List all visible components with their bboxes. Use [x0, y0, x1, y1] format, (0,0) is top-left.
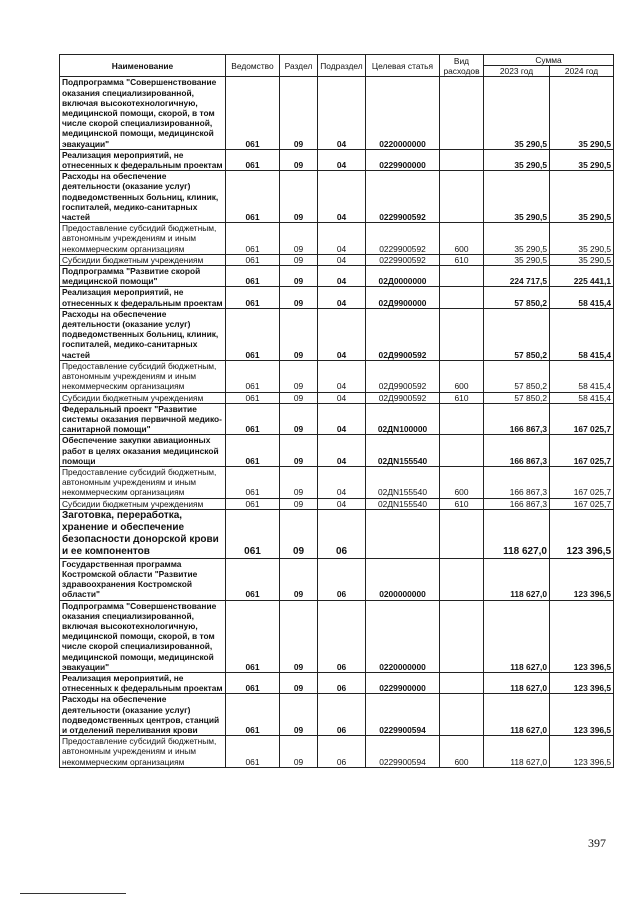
row-sum-2023: 57 850,2: [484, 392, 550, 403]
table-row: [60, 77, 614, 149]
row-sum-2024: 58 415,4: [550, 287, 614, 308]
table-row: [60, 435, 614, 467]
row-section: 09: [280, 435, 318, 467]
row-name: Федеральный проект "Развитие системы оказания первичной медико-санитарной помощи": [60, 403, 226, 435]
row-sum-2024: 225 441,1: [550, 266, 614, 287]
row-sum-2024: 167 025,7: [550, 403, 614, 435]
header-sum: Сумма: [484, 55, 614, 66]
row-target: 02Д9900000: [366, 287, 440, 308]
row-sum-2023: 118 627,0: [484, 558, 550, 600]
row-sum-2023: 166 867,3: [484, 498, 550, 509]
row-name: Предоставление субсидий бюджетным, автономным учреждениям и иным некоммерческим организациям: [60, 736, 226, 768]
row-name: Реализация мероприятий, не отнесенных к федеральным проектам: [60, 149, 226, 170]
row-exptype: [440, 149, 484, 170]
row-dept: 061: [226, 223, 280, 255]
table-row: [60, 558, 614, 600]
table-row: [60, 149, 614, 170]
row-target: 0200000000: [366, 558, 440, 600]
row-target: [366, 509, 440, 558]
table-row: [60, 466, 614, 498]
row-target: 0229900592: [366, 171, 440, 223]
row-target: 02ДN100000: [366, 403, 440, 435]
row-section: 09: [280, 149, 318, 170]
row-target: 0229900594: [366, 694, 440, 736]
row-exptype: 600: [440, 466, 484, 498]
row-sum-2023: 166 867,3: [484, 403, 550, 435]
row-target: 02Д9900592: [366, 360, 440, 392]
row-exptype: [440, 171, 484, 223]
row-dept: 061: [226, 466, 280, 498]
table-row: [60, 360, 614, 392]
row-dept: 061: [226, 672, 280, 693]
row-dept: 061: [226, 254, 280, 265]
row-subsection: 06: [318, 558, 366, 600]
row-sum-2024: 123 396,5: [550, 694, 614, 736]
row-sum-2024: 35 290,5: [550, 149, 614, 170]
row-subsection: 04: [318, 466, 366, 498]
row-target: 02Д9900592: [366, 308, 440, 360]
row-sum-2023: 166 867,3: [484, 435, 550, 467]
row-dept: 061: [226, 498, 280, 509]
row-dept: 061: [226, 509, 280, 558]
table-row: [60, 600, 614, 672]
row-sum-2024: 123 396,5: [550, 558, 614, 600]
row-sum-2023: 118 627,0: [484, 694, 550, 736]
row-subsection: 04: [318, 403, 366, 435]
row-subsection: 04: [318, 435, 366, 467]
header-dept: Ведомство: [226, 55, 280, 77]
row-section: 09: [280, 223, 318, 255]
row-dept: 061: [226, 308, 280, 360]
row-dept: 061: [226, 558, 280, 600]
budget-table: [59, 54, 614, 768]
table-row: [60, 287, 614, 308]
row-name: Субсидии бюджетным учреждениям: [60, 254, 226, 265]
table-row: [60, 223, 614, 255]
row-dept: 061: [226, 435, 280, 467]
header-target: Целевая статья: [366, 55, 440, 77]
row-sum-2023: 166 867,3: [484, 466, 550, 498]
row-sum-2023: 35 290,5: [484, 254, 550, 265]
row-section: 09: [280, 498, 318, 509]
row-subsection: 04: [318, 392, 366, 403]
row-name: Расходы на обеспечение деятельности (оказание услуг) подведомственных больниц, клиник, госпиталей, медико-санитарных частей: [60, 308, 226, 360]
row-sum-2024: 123 396,5: [550, 736, 614, 768]
table-row: [60, 672, 614, 693]
row-sum-2023: 118 627,0: [484, 509, 550, 558]
row-dept: 061: [226, 736, 280, 768]
row-section: 09: [280, 403, 318, 435]
row-dept: 061: [226, 694, 280, 736]
row-dept: 061: [226, 360, 280, 392]
table-row: [60, 266, 614, 287]
row-sum-2023: 57 850,2: [484, 308, 550, 360]
row-section: 09: [280, 171, 318, 223]
row-exptype: [440, 403, 484, 435]
row-name: Субсидии бюджетным учреждениям: [60, 392, 226, 403]
row-section: 09: [280, 287, 318, 308]
row-section: 09: [280, 600, 318, 672]
row-section: 09: [280, 266, 318, 287]
row-name: Обеспечение закупки авиационных работ в целях оказания медицинской помощи: [60, 435, 226, 467]
row-section: 09: [280, 672, 318, 693]
row-subsection: 06: [318, 736, 366, 768]
row-sum-2024: 167 025,7: [550, 435, 614, 467]
row-dept: 061: [226, 600, 280, 672]
row-sum-2023: 118 627,0: [484, 736, 550, 768]
row-target: 02ДN155540: [366, 498, 440, 509]
row-exptype: [440, 308, 484, 360]
row-target: 02ДN155540: [366, 466, 440, 498]
page-number: 397: [588, 836, 606, 850]
row-sum-2024: 58 415,4: [550, 392, 614, 403]
row-target: 0220000000: [366, 77, 440, 149]
row-dept: 061: [226, 77, 280, 149]
row-name: Заготовка, переработка, хранение и обеспечение безопасности донорской крови и ее компонентов: [60, 509, 226, 558]
row-dept: 061: [226, 171, 280, 223]
row-subsection: 06: [318, 509, 366, 558]
table-row: [60, 254, 614, 265]
row-section: 09: [280, 509, 318, 558]
row-exptype: [440, 672, 484, 693]
row-dept: 061: [226, 149, 280, 170]
row-sum-2023: 35 290,5: [484, 171, 550, 223]
row-target: 0229900000: [366, 149, 440, 170]
row-name: Государственная программа Костромской области "Развитие здравоохранения Костромской области": [60, 558, 226, 600]
row-target: 0229900592: [366, 223, 440, 255]
row-name: Предоставление субсидий бюджетным, автономным учреждениям и иным некоммерческим организациям: [60, 223, 226, 255]
row-exptype: 610: [440, 254, 484, 265]
table-row: [60, 392, 614, 403]
row-sum-2024: 167 025,7: [550, 498, 614, 509]
budget-table-page: [59, 54, 613, 768]
row-target: 02Д0000000: [366, 266, 440, 287]
row-name: Субсидии бюджетным учреждениям: [60, 498, 226, 509]
row-subsection: 04: [318, 149, 366, 170]
row-sum-2024: 123 396,5: [550, 672, 614, 693]
row-section: 09: [280, 466, 318, 498]
row-subsection: 04: [318, 498, 366, 509]
row-dept: 061: [226, 266, 280, 287]
row-name: Расходы на обеспечение деятельности (оказание услуг) подведомственных центров, станций и отделений переливания крови: [60, 694, 226, 736]
row-subsection: 04: [318, 171, 366, 223]
row-exptype: 610: [440, 392, 484, 403]
row-sum-2024: 35 290,5: [550, 254, 614, 265]
row-sum-2023: 118 627,0: [484, 672, 550, 693]
row-subsection: 04: [318, 254, 366, 265]
row-sum-2024: 35 290,5: [550, 171, 614, 223]
row-dept: 061: [226, 287, 280, 308]
header-exptype: Вид расходов: [440, 55, 484, 77]
row-subsection: 06: [318, 600, 366, 672]
row-sum-2024: 35 290,5: [550, 77, 614, 149]
row-sum-2024: 167 025,7: [550, 466, 614, 498]
row-section: 09: [280, 360, 318, 392]
row-exptype: [440, 287, 484, 308]
row-exptype: [440, 558, 484, 600]
row-name: Предоставление субсидий бюджетным, автономным учреждениям и иным некоммерческим организациям: [60, 360, 226, 392]
row-sum-2023: 35 290,5: [484, 77, 550, 149]
row-name: Подпрограмма "Развитие скорой медицинской помощи": [60, 266, 226, 287]
row-target: 0229900592: [366, 254, 440, 265]
row-sum-2024: 35 290,5: [550, 223, 614, 255]
header-subsection: Подраздел: [318, 55, 366, 77]
row-sum-2024: 123 396,5: [550, 509, 614, 558]
row-name: Подпрограмма "Совершенствование оказания специализированной, включая высокотехнологичную, медицинской помощи, скорой, в том числе скорой специализированной, медицинской помощи, медицинской эвакуации": [60, 600, 226, 672]
row-target: 02ДN155540: [366, 435, 440, 467]
row-exptype: [440, 435, 484, 467]
row-exptype: [440, 266, 484, 287]
row-exptype: 600: [440, 223, 484, 255]
row-section: 09: [280, 254, 318, 265]
row-name: Подпрограмма "Совершенствование оказания специализированной, включая высокотехнологичную, медицинской помощи, скорой, в том числе скорой специализированной, медицинской помощи, медицинской эвакуации": [60, 77, 226, 149]
row-section: 09: [280, 558, 318, 600]
row-section: 09: [280, 736, 318, 768]
table-row: [60, 498, 614, 509]
row-subsection: 06: [318, 672, 366, 693]
row-section: 09: [280, 308, 318, 360]
table-row: [60, 509, 614, 558]
row-target: 0220000000: [366, 600, 440, 672]
row-exptype: [440, 509, 484, 558]
footer-rule: [20, 893, 126, 894]
header-name: Наименование: [60, 55, 226, 77]
row-exptype: [440, 694, 484, 736]
row-section: 09: [280, 694, 318, 736]
row-subsection: 04: [318, 223, 366, 255]
row-exptype: 600: [440, 736, 484, 768]
row-exptype: [440, 77, 484, 149]
row-subsection: 04: [318, 266, 366, 287]
row-target: 0229900000: [366, 672, 440, 693]
row-subsection: 04: [318, 77, 366, 149]
row-sum-2023: 224 717,5: [484, 266, 550, 287]
table-body: [60, 77, 614, 767]
row-exptype: [440, 600, 484, 672]
row-subsection: 04: [318, 308, 366, 360]
row-sum-2023: 57 850,2: [484, 360, 550, 392]
table-row: [60, 694, 614, 736]
table-row: [60, 308, 614, 360]
row-sum-2023: 35 290,5: [484, 223, 550, 255]
row-subsection: 04: [318, 360, 366, 392]
row-sum-2024: 58 415,4: [550, 360, 614, 392]
row-target: 0229900594: [366, 736, 440, 768]
row-subsection: 04: [318, 287, 366, 308]
row-exptype: 600: [440, 360, 484, 392]
row-sum-2024: 123 396,5: [550, 600, 614, 672]
row-sum-2023: 118 627,0: [484, 600, 550, 672]
row-sum-2023: 35 290,5: [484, 149, 550, 170]
row-dept: 061: [226, 392, 280, 403]
table-row: [60, 403, 614, 435]
table-row: [60, 736, 614, 768]
row-dept: 061: [226, 403, 280, 435]
table-row: [60, 171, 614, 223]
header-2024: 2024 год: [550, 66, 614, 77]
row-target: 02Д9900592: [366, 392, 440, 403]
row-name: Реализация мероприятий, не отнесенных к федеральным проектам: [60, 287, 226, 308]
row-section: 09: [280, 77, 318, 149]
row-exptype: 610: [440, 498, 484, 509]
row-subsection: 06: [318, 694, 366, 736]
row-sum-2023: 57 850,2: [484, 287, 550, 308]
row-section: 09: [280, 392, 318, 403]
header-2023: 2023 год: [484, 66, 550, 77]
row-name: Расходы на обеспечение деятельности (оказание услуг) подведомственных больниц, клиник, госпиталей, медико-санитарных частей: [60, 171, 226, 223]
row-name: Реализация мероприятий, не отнесенных к федеральным проектам: [60, 672, 226, 693]
row-sum-2024: 58 415,4: [550, 308, 614, 360]
header-section: Раздел: [280, 55, 318, 77]
row-name: Предоставление субсидий бюджетным, автономным учреждениям и иным некоммерческим организациям: [60, 466, 226, 498]
